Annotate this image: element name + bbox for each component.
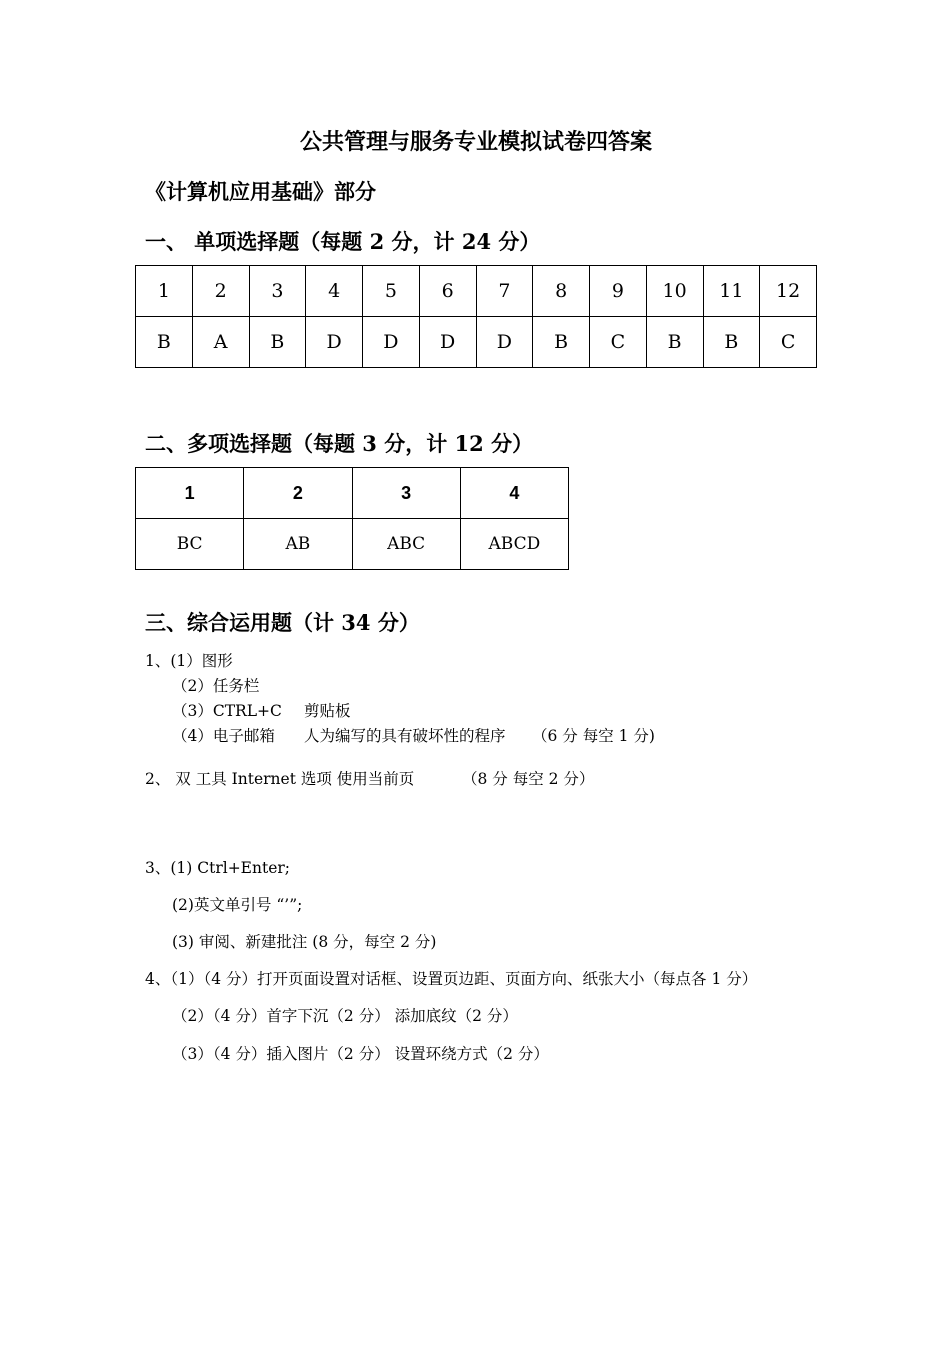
- question-number-row: [136, 266, 817, 317]
- question-number-cell: 12: [760, 266, 817, 317]
- q1-line-4-score: （6 分 每空 1 分): [532, 727, 655, 745]
- q1-line-2: （2）任务栏: [172, 677, 260, 695]
- q1-line-1: 1、(1）图形: [145, 652, 233, 670]
- multi-choice-table: [135, 467, 569, 570]
- q1-line-3-label: （3）CTRL+C: [172, 702, 282, 720]
- page-title: 公共管理与服务专业模拟试卷四答案: [299, 129, 652, 155]
- answer-cell: B: [533, 317, 590, 368]
- answer-cell: ABCD: [460, 519, 568, 570]
- q2-line: 2、 双 工具 Internet 选项 使用当前页: [145, 770, 415, 788]
- q4-line-1: 4、（1）（4 分）打开页面设置对话框、设置页边距、页面方向、纸张大小（每点各 1 分）: [145, 970, 758, 988]
- answer-cell: D: [476, 317, 533, 368]
- answer-cell: D: [363, 317, 420, 368]
- q3-line-2: (2)英文单引号 “’”;: [172, 896, 303, 914]
- q3-line-1: 3、(1) Ctrl+Enter;: [145, 859, 291, 877]
- q1-line-4-answer: 人为编写的具有破坏性的程序: [304, 727, 506, 745]
- question-number-cell: 3: [352, 468, 460, 519]
- question-number-cell: 8: [533, 266, 590, 317]
- question-number-cell: 1: [136, 468, 244, 519]
- section2-heading: 二、多项选择题（每题 3 分，计 12 分）: [145, 431, 534, 456]
- question-number-cell: 4: [460, 468, 568, 519]
- answer-cell: A: [192, 317, 249, 368]
- answer-cell: D: [306, 317, 363, 368]
- section3-heading: 三、综合运用题（计 34 分）: [145, 610, 420, 635]
- question-number-cell: 1: [136, 266, 193, 317]
- subject-title: 《计算机应用基础》部分: [145, 179, 376, 204]
- q4-line-3: （3）（4 分）插入图片（2 分） 设置环绕方式（2 分）: [172, 1045, 549, 1063]
- q1-line-3-answer: 剪贴板: [304, 702, 351, 720]
- answer-cell: B: [136, 317, 193, 368]
- question-number-cell: 4: [306, 266, 363, 317]
- answer-cell: D: [419, 317, 476, 368]
- answer-row: [136, 317, 817, 368]
- answer-cell: BC: [136, 519, 244, 570]
- answer-cell: AB: [244, 519, 352, 570]
- q2-score: （8 分 每空 2 分）: [462, 770, 595, 788]
- question-number-cell: 2: [244, 468, 352, 519]
- q4-line-2: （2）（4 分）首字下沉（2 分） 添加底纹（2 分）: [172, 1007, 518, 1025]
- answer-cell: C: [590, 317, 647, 368]
- question-number-cell: 9: [590, 266, 647, 317]
- question-number-row: [136, 468, 569, 519]
- question-number-cell: 7: [476, 266, 533, 317]
- question-number-cell: 6: [419, 266, 476, 317]
- answer-cell: C: [760, 317, 817, 368]
- question-number-cell: 3: [249, 266, 306, 317]
- answer-cell: ABC: [352, 519, 460, 570]
- answer-cell: B: [703, 317, 760, 368]
- question-number-cell: 2: [192, 266, 249, 317]
- answer-cell: B: [646, 317, 703, 368]
- question-number-cell: 11: [703, 266, 760, 317]
- q3-line-3: (3) 审阅、新建批注 (8 分，每空 2 分): [172, 933, 437, 951]
- answer-row: [136, 519, 569, 570]
- q1-line-4-label: （4）电子邮箱: [172, 727, 275, 745]
- section1-heading: 一、 单项选择题（每题 2 分，计 24 分）: [145, 229, 541, 254]
- question-number-cell: 10: [646, 266, 703, 317]
- question-number-cell: 5: [363, 266, 420, 317]
- answer-cell: B: [249, 317, 306, 368]
- single-choice-table: [135, 265, 817, 368]
